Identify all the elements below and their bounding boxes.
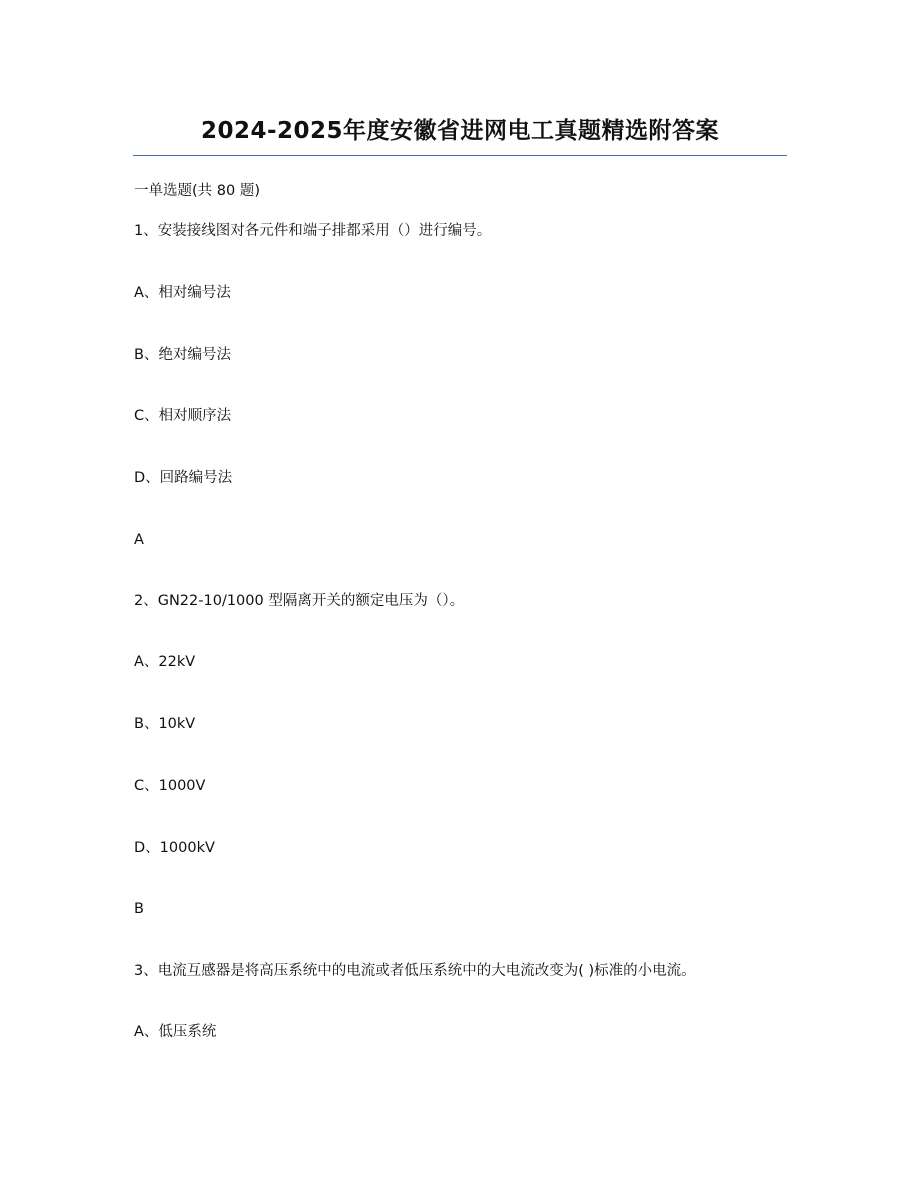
question-1-option-d: D、回路编号法 bbox=[134, 470, 233, 486]
question-stem-3: 3、电流互感器是将高压系统中的电流或者低压系统中的大电流改变为( )标准的小电流。 bbox=[134, 963, 696, 979]
question-2-option-d: D、1000kV bbox=[134, 840, 215, 856]
section-heading: 一单选题(共 80 题) bbox=[134, 183, 260, 199]
question-2-option-c: C、1000V bbox=[134, 778, 206, 794]
question-3-option-a: A、低压系统 bbox=[134, 1024, 217, 1040]
question-stem-2: 2、GN22-10/1000 型隔离开关的额定电压为（）。 bbox=[134, 593, 465, 609]
question-2-option-a: A、22kV bbox=[134, 654, 196, 670]
question-1-option-c: C、相对顺序法 bbox=[134, 408, 232, 424]
question-2-answer: B bbox=[134, 901, 144, 917]
title-divider bbox=[133, 155, 787, 156]
document-title: 2024-2025年度安徽省进网电工真题精选附答案 bbox=[200, 118, 720, 144]
question-1-answer: A bbox=[134, 532, 144, 548]
question-2-option-b: B、10kV bbox=[134, 716, 196, 732]
question-1-option-b: B、绝对编号法 bbox=[134, 347, 231, 363]
question-1-option-a: A、相对编号法 bbox=[134, 285, 231, 301]
question-stem-1: 1、安装接线图对各元件和端子排都采用（）进行编号。 bbox=[134, 223, 492, 239]
